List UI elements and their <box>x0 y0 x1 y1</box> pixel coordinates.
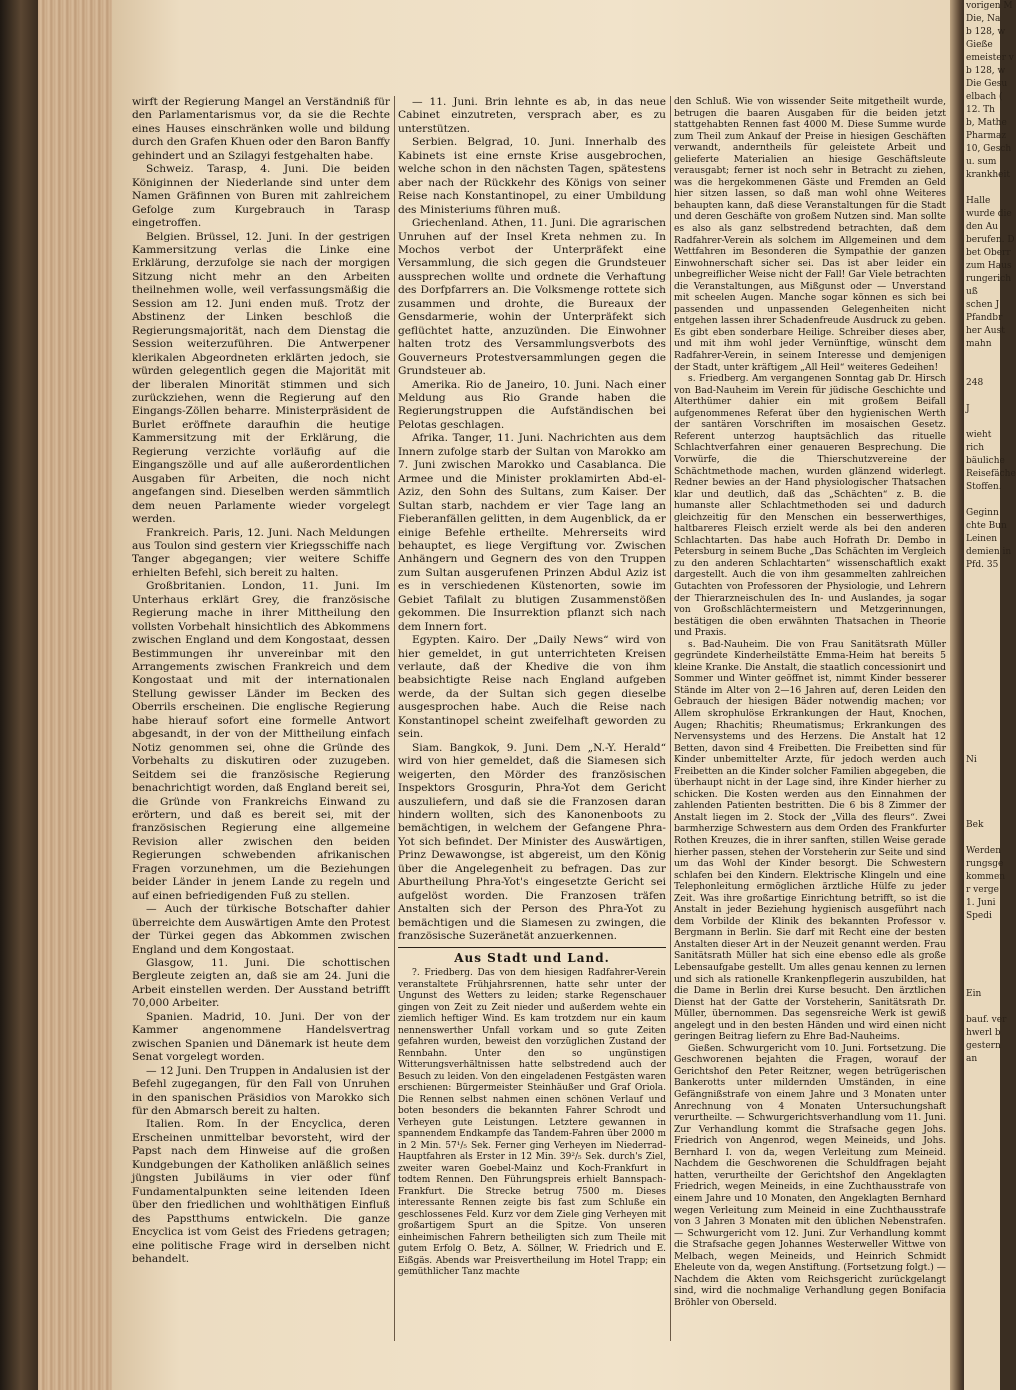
article: Großbritanien. London, 11. Juni. Im Unterhaus erklärt Grey, die französische Regierung mache in ihrer Mittheilung den vollsten Vorbehalt hinsichtlich des Abkommens zwischen England und dem Kongostaat, dessen Bestimmungen ihr unvereinbar mit den Arrangements zwischen Frankreich und dem Kongostaat und mit der internationalen Stellung gewisser Länder im Becken des Oberrils erscheinen. Die englische Regierung habe hierauf sofort eine formelle Antwort abgesandt, in der von der Mittheilung einfach Notiz genommen sei, ohne die Gründe des Vorbehalts zu diskutiren oder zuzugeben. Seitdem sei die französische Regierung benachrichtigt worden, daß England bereit sei, die Gründe von Frankreichs Einwand zu erörtern, und daß es bereit sei, mit der französischen Regierung eine allgemeine Revision aller zwischen den beiden Regierungen schwebenden afrikanischen Fragen vorzunehmen, um die Beziehungen beider Länder in jenem Lande zu regeln und auf einen befriedigenden Fuß zu stellen. <box>132 580 390 902</box>
article: Spanien. Madrid, 10. Juni. Der von der Kammer angenommene Handelsvertrag zwischen Spanien und Dänemark ist heute dem Senat vorgelegt worden. <box>132 1010 390 1064</box>
local-news <box>398 968 666 1279</box>
article: Egypten. Kairo. Der „Daily News“ wird von hier gemeldet, in gut unterrichteten Kreisen verlaute, daß der Khedive die von ihm beabsichtigte Reise nach England aufgeben werde, da der Sultan sich gegen dieselbe ausgesprochen habe. Auch die Reise nach Konstantinopel scheint zweifelhaft geworden zu sein. <box>398 634 666 741</box>
article: Griechenland. Athen, 11. Juni. Die agrarischen Unruhen auf der Insel Kreta nehmen zu. In Mochos verbot der Unterpräfekt eine Versammlung, die sich gegen die Grundsteuer aussprechen wollte und ordnete die Verhaftung des Dorfpfarrers an. Die Volksmenge rottete sich zusammen und drohte, die Bureaux der Gensdarmerie, wohin der Unterpräfekt sich geflüchtet hatte, anzuzünden. Die Einwohner halten trotz des Versammlungsverbots des Gouverneurs Protestversammlungen gegen die Grundsteuer ab. <box>398 217 666 378</box>
adjacent-page-text: vorigen M Die, Na b 128, w Gieße emeister v b 128, w Die Gesu elbach ( 12. Th b, Mathe Pharmaz 10, Gesch u. sum krankheit Halle wurde die den Au berufen. D bet Oberr zum Haus rungerich uß schen J Pfandbr her Aust mahn 248 J wieht rich bäuliche Reisefäche Stoffen. Geginn chte Bun Leinen demien in Pfd. 35 Ni Bek Werden rungsge kommen r verge 1. Juni Spedi Ein bauf. ver hwerl b gestern an <box>966 1 1016 1064</box>
article: Frankreich. Paris, 12. Juni. Nach Meldungen aus Toulon sind gestern vier Kriegsschiffe nach Tanger abgegangen; vier weitere Schiffe erhielten Befehl, sich bereit zu halten. <box>132 526 390 579</box>
article: den Schluß. Wie von wissender Seite mitgetheilt wurde, betrugen die baaren Ausgaben für die beiden jetzt stattgehabten Rennen fast 4000 M. Diese Summe wurde zum Theil zum Ankauf der Preise in hiesigen Geschäften verwandt, anderntheils für geleistete Arbeit und gelieferte Materialien an hiesige Geschäftsleute verausgabt; ferner ist noch sehr in Betracht zu ziehen, was die hergekommenen Gäste und Fremden an Geld hier sitzen lassen, so daß man wohl ohne Weiteres behaupten kann, daß diese Veranstaltungen für die Stadt und deren Geschäfte von großem Nutzen sind. Man sollte es also als ganz selbstredend betrachten, daß dem Radfahrer-Verein als solchem im Allgemeinen und dem Wettfahren im Besonderen die Sympathie der ganzen Einwohnerschaft sicher sei. Das ist aber leider ein unbegreiflicher Weise nicht der Fall! Gar Viele betrachten die Veranstaltungen, aus Mißgunst oder — Unverstand mit scheelen Augen. Manche sogar können es sich bei passenden und unpassenden Gelegenheiten nicht entgehen lassen ihrer Schadenfreude Ausdruck zu geben. Es gibt eben sonderbare Heilige. Schreiber dieses aber, und mit ihm wohl jeder Vernünftige, wünscht dem Radfahrer-Verein, in seinem Interesse und demjenigen der Stadt, unter kräftigem „All Heil“ weiteres Gedeihen! <box>674 96 946 373</box>
article: Glasgow, 11. Juni. Die schottischen Bergleute zeigten an, daß sie am 24. Juni die Arbeit einstellen werden. Der Ausstand betrifft 70,000 Arbeiter. <box>132 957 390 1010</box>
column-2 <box>398 96 666 1279</box>
section-heading: Aus Stadt und Land. <box>454 950 610 965</box>
column-rule <box>394 96 395 1341</box>
article: s. Friedberg. Am vergangenen Sonntag gab Dr. Hirsch von Bad-Nauheim im Verein für jüdische Geschichte und Alterthümer dahier ein mit großem Beifall aufgenommenes Referat über den hygienischen Werth der santären Vorschriften im mosaischen Gesetz. Referent unterzog hauptsächlich das rituelle Schlachtverfahren einer genaueren Besprechung. Die Vorwürfe, die die Thierschutzvereine der Schächtmethode machen, wurden glänzend widerlegt. Redner bewies an der Hand physiologischer Thatsachen klar und deutlich, daß das „Schächten“ z. B. die humanste aller Schlachtmethoden sei und dadurch gleichzeitig für den Menschen ein besserwerthiges, haltbareres Fleisch erzielt werde als bei den anderen Schlachtarten. Das habe auch Hofrath Dr. Dembo in Petersburg in seinem Buche „Das Schächten im Vergleich zu den anderen Schlachtarten“ wissenschaftlich exakt dargestellt. Auch die von ihm gesammelten zahlreichen Gutachten von Professoren der Physiologie, und Lehrern der Thierarzneischulen des In- und Auslandes, ja sogar von Großschlächtermeistern und Metzgerinnungen, bestätigen die oben erwähnten Thatsachen in Theorie und Praxis. <box>674 373 946 639</box>
article: ?. Friedberg. Das von dem hiesigen Radfahrer-Verein veranstaltete Frühjahrsrennen, hatte sehr unter der Ungunst des Wetters zu leiden; starke Regenschauer gingen von Zeit zu Zeit nieder und außerdem wehte ein ziemlich heftiger Wind. Es kam trotzdem nur ein kaum nennenswerther Unfall vorkam und so gute Zeiten gefahren wurden, beweist den vorzüglichen Zustand der Rennbahn. Unter den so ungünstigen Witterungsverhältnissen hatte selbstredend auch der Besuch zu leiden. Von den eingeladenen Festgästen waren erschienen: Bürgermeister Steinhäußer und Graf Oriola. Die Rennen selbst nahmen einen schönen Verlauf und boten besonders die bekannten Fahrer Schrodt und Verheyen gute Leistungen. Letztere gewannen in spannendem Endkampfe das Tandem-Fahren über 2000 m in 2 Min. 57¹/₅ Sek. Ferner ging Verheyen im Niederrad-Hauptfahren als Erster in 12 Min. 39²/₅ Sek. durch's Ziel, zweiter waren Goebel-Mainz und Koch-Frankfurt in todtem Rennen. Den Führungspreis erhielt Bannspach-Frankfurt. Die Strecke betrug 7500 m. Dieses interessante Rennen zeigte bis fast zum Schluße ein geschlossenes Feld. Kurz vor dem Ziele ging Verheyen mit großartigem Spurt an die Spitze. Von unseren einheimischen Fahrern betheiligten sich zum Theile mit gutem Erfolg O. Betz, A. Söllner, W. Friedrich und E. Eißgäs. Abends war Preisvertheilung im Hotel Trapp; ein gemüthlicher Tanz machte <box>398 968 666 1277</box>
article: wirft der Regierung Mangel an Verständniß für den Parlamentarismus vor, da sie die Rechte eines Hauses einschränken wolle und bildung durch den Grafen Khuen oder den Baron Banffy gehindert und an Szilagyi festgehalten habe. <box>132 96 390 162</box>
article: Afrika. Tanger, 11. Juni. Nachrichten aus dem Innern zufolge starb der Sultan von Marokko am 7. Juni zwischen Marokko und Casablanca. Die Armee und die Minister proklamirten Abd-el-Aziz, den Sohn des Sultans, zum Kaiser. Der Sultan starb, nachdem er vier Tage lang an Fieberanfällen gelitten, in dem Augenblick, da er einige Befehle ertheilte. Mehrerseits wird behauptet, es liege Vergiftung vor. Zwischen Anhängern und Gegnern des von den Truppen zum Sultan ausgerufenen Prinzen Abdul Aziz ist es in verschiedenen Küstenorten, sowie im Gebiet Tafilalt zu blutigen Zusammenstößen gekommen. Die Insurrektion pflanzt sich nach dem Innern fort. <box>398 432 666 633</box>
article: Schweiz. Tarasp, 4. Juni. Die beiden Königinnen der Niederlande sind unter dem Namen Gräfinnen von Buren mit zahlreichem Gefolge zum Kurgebrauch in Tarasp eingetroffen. <box>132 163 390 230</box>
article: — 12 Juni. Den Truppen in Andalusien ist der Befehl zugegangen, für den Fall von Unruhen in den spanischen Präsidios von Marokko sich für den Abmarsch bereit zu halten. <box>132 1064 390 1117</box>
column-3 <box>674 96 946 1308</box>
book-binding <box>0 0 38 1390</box>
column-rule <box>670 96 671 1341</box>
article: — 11. Juni. Brin lehnte es ab, in das neue Cabinet einzutreten, versprach aber, es zu unterstützen. <box>398 96 666 135</box>
article: s. Bad-Nauheim. Die von Frau Sanitätsrath Müller gegründete Kinderheilstätte Emma-Heim hat bereits 5 kleine Kranke. Die Anstalt, die staatlich concessionirt und Sommer und Winter geöffnet ist, nimmt Kinder besserer Stände im Alter von 2—16 Jahren auf, deren Leiden den Gebrauch der hiesigen Bäder notwendig machen; vor Allem skrophulöse Erkrankungen der Haut, Knochen, Augen; Rhachitis; Rheumatismus; Erkrankungen des Nervensystems und des Herzens. Die Anstalt hat 12 Betten, davon sind 4 Freibetten. Die Freibetten sind für Kinder unbemittelter Arzte, für jedoch werden auch Freibetten an die Kinder solcher Familien abgegeben, die überhaupt nicht in der Lage sind, ihre Kinder hierher zu schicken. Die Kosten werden aus den Einnahmen der zahlenden Patienten bestritten. Die 6 bis 8 Zimmer der Anstalt liegen im 2. Stock der „Villa des fleurs“. Zwei barmherzige Schwestern aus dem Orden des Frankfurter Rothen Kreuzes, die in ihrer sanften, stillen Weise gerade hierher passen, stehen der Vorsteherin zur Seite und sind um das Wohl der Kinder besorgt. Die Schwestern schlafen bei den Kindern. Elektrische Klingeln und eine Telephonleitung ermöglichen ärztliche Hülfe zu jeder Zeit. Was ihre großartige Einrichtung betrifft, so ist die Anstalt in jeder Beziehung hygienisch ausgeführt nach dem Vorbilde der Klinik des bekannten Professor v. Bergmann in Berlin. Sie darf mit Recht eine der besten Anstalten dieser Art in der Neuzeit genannt werden. Frau Sanitätsrath Müller hat sich eine ebenso edle als große Lebensaufgabe gestellt. Um alles genau kennen zu lernen und sich als rationelle Krankenpflegerin auszubilden, hat die Dame in Berlin drei Kurse besucht. Den ärztlichen Dienst hat der Gatte der Vorsteherin, Sanitätsrath Dr. Müller, übernommen. Das segensreiche Werk ist gewiß angelegt und in den besten Händen und wird einen nicht geringen Beitrag liefern zu Ehre Bad-Nauheims. <box>674 638 946 1043</box>
article: Italien. Rom. In der Encyclica, deren Erscheinen unmittelbar bevorsteht, wird der Papst nach dem Hinweise auf die großen Kundgebungen der Katholiken anläßlich seines jüngsten Jubiläums in vier oder fünf Fundamentalpunkten seine leitenden Ideen über den friedlichen und wohlthätigen Einfluß des Papstthums entwickeln. Die ganze Encyclica ist vom Geist des Friedens getragen; eine politische Frage wird in derselben nicht behandelt. <box>132 1118 390 1265</box>
column-1 <box>132 96 390 1266</box>
article: Serbien. Belgrad, 10. Juni. Innerhalb des Kabinets ist eine ernste Krise ausgebrochen, welche schon in den nächsten Tagen, spätestens aber nach der Rückkehr des Königs von seiner Reise nach Konstantinopel, zu einer Umbildung des Ministeriums führen muß. <box>398 136 666 216</box>
article: Amerika. Rio de Janeiro, 10. Juni. Nach einer Meldung aus Rio Grande haben die Regierungstruppen die Aufständischen bei Pelotas geschlagen. <box>398 378 666 431</box>
section-divider <box>398 947 666 948</box>
article: — Auch der türkische Botschafter dahier überreichte dem Auswärtigen Amte den Protest der Türkei gegen das Abkommen zwischen England und dem Kongostaat. <box>132 903 390 956</box>
article: Siam. Bangkok, 9. Juni. Dem „N.-Y. Herald“ wird von hier gemeldet, daß die Siamesen sich weigerten, den Mörder des französischen Inspektors Grosgurin, Phra-Yot dem Gericht auszuliefern, und daß sie die Franzosen daran hindern wollten, sich des Kanonenboots zu bemächtigen, in welchem der Gefangene Phra-Yot sich befindet. Der Minister des Auswärtigen, Prinz Dewawongse, ist abgereist, um den König über die Angelegenheit zu befragen. Das zur Aburtheilung Phra-Yot's eingesetzte Gericht sei aufgelöst worden. Die Franzosen träfen Anstalten sich der Person des Phra-Yot zu bemächtigen und die Siamesen zu zwingen, die französische Suzeränetät anzuerkennen. <box>398 741 666 943</box>
article: Belgien. Brüssel, 12. Juni. In der gestrigen Kammersitzung verlas die Linke eine Erklärung, derzufolge sie nach der morgigen Sitzung nicht mehr an den Arbeiten theilnehmen wolle, weil verfassungsmäßig die Session am 12. Juni enden muß. Trotz der Abstinenz der Linken beschloß die Regierungsmajorität, nach dem Dienstag die Session weiterzuführen. Die Antwerpener klerikalen Abgeordneten erklärten jedoch, sie würden gelegentlich gegen die Majorität mit der liberalen Minorität stimmen und sich zurückziehen, wenn die Regierung auf den Eingangs-Zöllen beharre. Ministerpräsident de Burlet eröffnete daraufhin die heutige Kammersitzung mit der Erklärung, die Regierung verzichte vorläufig auf die Eingangszölle und auf alle außerordentlichen Ausgaben für Arbeiten, die noch nicht angefangen sind. Dieselben werden sämmtlich dem neuen Parlamente wieder vorgelegt werden. <box>132 230 390 526</box>
article: Gießen. Schwurgericht vom 10. Juni. Fortsetzung. Die Geschworenen bejahten die Fragen, worauf der Gerichtshof den Peter Reitzner, wegen betrügerischen Bankerotts unter mildernden Umständen, in eine Gefängnißstrafe von einem Jahre und 3 Monaten unter Anrechnung von 4 Monaten Untersuchungshaft verurtheilte. — Schwurgerichtsverhandlung vom 11. Juni. Zur Verhandlung kommt die Strafsache gegen Johs. Friedrich von Angenrod, wegen Meineids, und Johs. Bernhard I. von da, wegen Verleitung zum Meineid. Nachdem die Geschworenen die Schuldfragen bejaht hatten, verurtheilte der Gerichtshof den Angeklagten Friedrich, wegen Meineids, in eine Zuchthausstrafe von einem Jahre und 10 Monaten, den Angeklagten Bernhard wegen Verleitung zum Meineid in eine Zuchthausstrafe von 3 Jahren 3 Monaten mit den üblichen Nebenstrafen. — Schwurgericht vom 12. Juni. Zur Verhandlung kommt die Strafsache gegen Johannes Westerweller Wittwe von Melbach, wegen Meineids, und Heinrich Schmidt Eheleute von da, wegen Anstiftung. (Fortsetzung folgt.) — Nachdem die Akten vom Reichsgericht zurückgelangt sind, wird die nochmalige Verhandlung gegen Bonifacia Bröhler von Oberseld. <box>674 1042 946 1308</box>
adjacent-page <box>964 0 1016 1390</box>
